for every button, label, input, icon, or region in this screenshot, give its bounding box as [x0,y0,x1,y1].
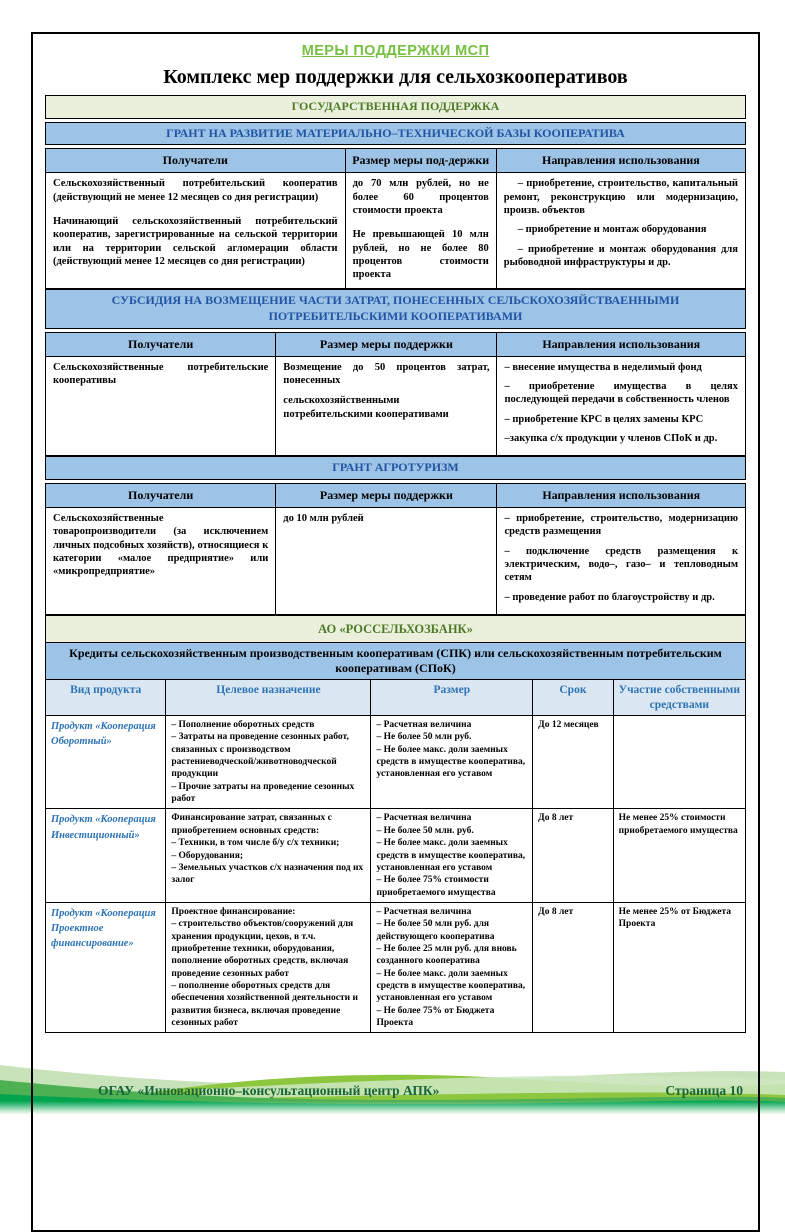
table-row [46,902,746,1032]
col-header-recipients: Получатели [46,483,276,507]
cell-product: Продукт «Кооперация Инвестиционный» [46,809,166,902]
cell-term: До 12 месяцев [533,716,614,809]
band-grant-mtb: ГРАНТ НА РАЗВИТИЕ МАТЕРИАЛЬНО–ТЕХНИЧЕСКОЙ БАЗЫ КООПЕРАТИВА [45,122,746,146]
band-credits: Кредиты сельскохозяйственным производственным кооперативам (СПК) или сельскохозяйственным потребительским кооперативам (СПоК) [45,642,746,681]
cell-purpose: – Пополнение оборотных средств – Затраты на проведение сезонных работ, связанных с производством растениеводческой/животноводческой продукции – Прочие затраты на проведение сезонных работ [166,716,371,809]
table-header-row [46,680,746,716]
cell-size: Возмещение до 50 процентов затрат, понесенных сельскохозяйственными потребительскими кооперативами [276,356,497,456]
col-header-size: Размер [371,680,533,716]
table-row [46,356,746,456]
page-title: Комплекс мер поддержки для сельхозкооперативов [163,66,628,88]
band-rosselkhozbank: АО «РОССЕЛЬХОЗБАНК» [45,615,746,643]
cell-size: – Расчетная величина – Не более 50 млн. руб. – Не более макс. доли заемных средств в имуществе кооператива, установленная его уставом – Не более 75% стоимости приобретаемого имущества [371,809,533,902]
cell-own-funds: Не менее 25% от Бюджета Проекта [613,902,745,1032]
cell-recipients: Сельскохозяйственные потребительские кооперативы [46,356,276,456]
bank-products-table [45,679,746,1033]
col-header-directions: Направления использования [496,149,745,173]
table-header-row [46,483,746,507]
grant-mtb-table [45,148,746,289]
col-header-own-funds: Участие собственными средствами [613,680,745,716]
col-header-recipients: Получатели [46,149,346,173]
footer-page-number: Страница 10 [665,1083,743,1098]
cell-size: – Расчетная величина – Не более 50 млн руб. – Не более макс. доли заемных средств в имуществе кооператива, установленная его уставом [371,716,533,809]
cell-product: Продукт «Кооперация Оборотный» [46,716,166,809]
table-row [46,716,746,809]
cell-directions: – внесение имущества в неделимый фонд – приобретение имущества в целях последующей передачи в собственность членов – приобретение КРС в целях замены КРС –закупка с/х продукции у членов СПоК и др. [497,356,746,456]
page-border [31,32,760,1232]
cell-term: До 8 лет [533,809,614,902]
cell-product: Продукт «Кооперация Проектное финансирование» [46,902,166,1032]
table-row [46,507,746,614]
band-gov-support: ГОСУДАРСТВЕННАЯ ПОДДЕРЖКА [45,95,746,119]
footer-org: ОГАУ «Инновационно–консультационный центр АПК» [98,1083,440,1098]
col-header-term: Срок [533,680,614,716]
top-link[interactable]: МЕРЫ ПОДДЕРЖКИ МСП [301,43,490,59]
table-row [46,173,746,289]
cell-size: – Расчетная величина – Не более 50 млн руб. для действующего кооператива – Не более 25 млн руб. для вновь созданного кооператива – Не более макс. доли заемных средств в имуществе кооператива, установленная его уставом – Не более 75% от Бюджета Проекта [371,902,533,1032]
cell-recipients: Сельскохозяйственные товаропроизводители (за исключением личных подсобных хозяйств), относящиеся к категории «малое предприятие» или «микропредприятие» [46,507,276,614]
table-header-row [46,332,746,356]
col-header-directions: Направления использования [497,483,746,507]
cell-purpose: Финансирование затрат, связанных с приобретением основных средств: – Техники, в том числе б/у с/х техники; – Оборудования; – Земельных участков с/х назначения под их залог [166,809,371,902]
agrotourism-table [45,483,746,615]
col-header-size: Размер меры поддержки [276,332,497,356]
col-header-size: Размер меры поддержки [276,483,497,507]
band-subsidy: СУБСИДИЯ НА ВОЗМЕЩЕНИЕ ЧАСТИ ЗАТРАТ, ПОНЕСЕННЫХ СЕЛЬСКОХОЗЯЙСТВАЕННЫМИ ПОТРЕБИТЕЛЬСКИМИ КООПЕРАТИВАМИ [45,289,746,328]
col-header-purpose: Целевое назначение [166,680,371,716]
table-row [46,809,746,902]
col-header-product: Вид продукта [46,680,166,716]
cell-own-funds [613,716,745,809]
subsidy-table [45,332,746,457]
cell-term: До 8 лет [533,902,614,1032]
cell-own-funds: Не менее 25% стоимости приобретаемого имущества [613,809,745,902]
cell-directions: – приобретение, строительство, капитальный ремонт, реконструкцию или модернизацию, произв. объектов – приобретение и монтаж оборудования – приобретение и монтаж оборудования для рыбоводной инфраструктуры и др. [496,173,745,289]
col-header-size: Размер меры под-держки [345,149,496,173]
cell-size: до 70 млн рублей, но не более 60 процентов стоимости проекта Не превышающей 10 млн рублей, но не более 80 процентов стоимости проекта [345,173,496,289]
table-header-row [46,149,746,173]
band-agrotourism: ГРАНТ АГРОТУРИЗМ [45,456,746,480]
cell-recipients: Сельскохозяйственный потребительский кооператив (действующий не менее 12 месяцев со дня регистрации) Начинающий сельскохозяйственный потребительский кооператив, зарегистрированные на сельской территории или на территории сельской агломерации области (действующий менее 12 месяцев со дня регистрации) [46,173,346,289]
col-header-recipients: Получатели [46,332,276,356]
col-header-directions: Направления использования [497,332,746,356]
cell-purpose: Проектное финансирование: – строительство объектов/сооружений для хранения продукции, цехов, в т.ч. приобретение техники, оборудования, пополнение оборотных средств, включая проведение сезонных работ – пополнение оборотных средств для обеспечения хозяйственной деятельности и развития бизнеса, включая проведение сезонных работ [166,902,371,1032]
cell-directions: – приобретение, строительство, модернизацию средств размещения – подключение средств размещения к электрическим, водо–, газо– и тепловодным сетям – проведение работ по благоустройству и др. [497,507,746,614]
cell-size: до 10 млн рублей [276,507,497,614]
